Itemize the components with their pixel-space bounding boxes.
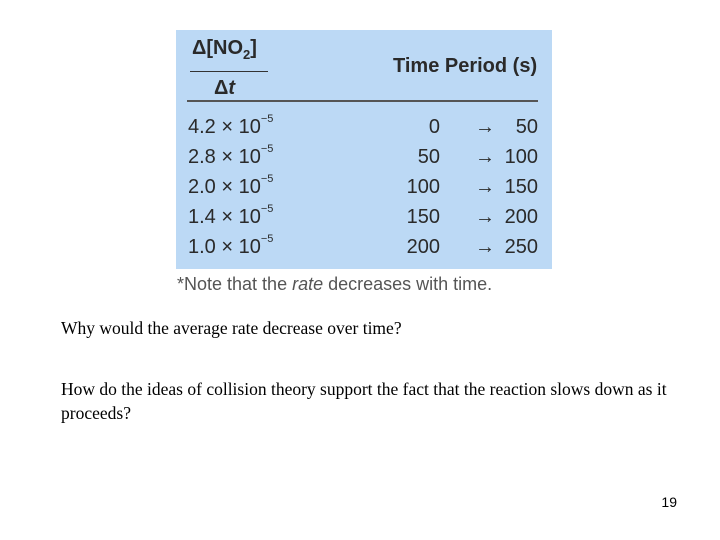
- arrow-icon: →: [475, 176, 495, 198]
- rate-mantissa: 2.8 × 10: [188, 146, 261, 168]
- arrow-icon: →: [475, 146, 495, 168]
- rate-exponent: −5: [260, 203, 274, 216]
- time-end: 250: [504, 236, 538, 258]
- time-start: 150: [406, 206, 440, 228]
- question-1: Why would the average rate decrease over time?: [61, 318, 402, 338]
- time-start: 200: [406, 236, 440, 258]
- note-suffix: decreases with time.: [323, 274, 493, 294]
- time-end: 50: [515, 116, 538, 138]
- table-row: [188, 233, 538, 266]
- rate-header-numerator: [190, 36, 272, 67]
- rate-header: [190, 36, 272, 100]
- time-variable: t: [228, 77, 236, 99]
- time-start: 50: [417, 146, 440, 168]
- table-row: [188, 173, 538, 206]
- rate-exponent: −5: [260, 113, 274, 126]
- note-prefix: *Note that the: [177, 274, 293, 294]
- rate-mantissa: 2.0 × 10: [188, 176, 261, 198]
- table-note: [177, 274, 492, 295]
- rate-value: [188, 173, 274, 199]
- rate-header-denominator: [190, 76, 272, 100]
- arrow-icon: →: [475, 116, 495, 138]
- rate-exponent: −5: [260, 173, 274, 186]
- question-2: How do the ideas of collision theory support the fact that the reaction slows down as it proceeds?: [61, 379, 667, 423]
- time-end: 150: [504, 176, 538, 198]
- rate-value: [188, 233, 274, 259]
- table-row: [188, 203, 538, 236]
- rate-value: [188, 113, 274, 139]
- delta-symbol: Δ: [192, 37, 207, 59]
- time-end: 100: [504, 146, 538, 168]
- note-italic: rate: [292, 274, 324, 294]
- arrow-icon: →: [475, 236, 495, 258]
- subscript: 2: [243, 47, 251, 62]
- rate-mantissa: 1.4 × 10: [188, 206, 261, 228]
- rate-mantissa: 1.0 × 10: [188, 236, 261, 258]
- rate-exponent: −5: [260, 143, 274, 156]
- rate-mantissa: 4.2 × 10: [188, 116, 261, 138]
- rate-table: [176, 30, 552, 269]
- rate-value: [188, 203, 274, 229]
- time-start: 0: [428, 116, 440, 138]
- table-row: [188, 113, 538, 146]
- delta-symbol: Δ: [214, 77, 229, 99]
- arrow-icon: →: [475, 206, 495, 228]
- bracket-close: ]: [250, 37, 257, 59]
- table-rows: [188, 113, 538, 266]
- species-label: [NO: [206, 37, 244, 59]
- time-period-header: Time Period (s): [393, 55, 538, 77]
- page-number: 19: [661, 494, 677, 510]
- header-rule: [187, 100, 538, 102]
- fraction-bar: [190, 71, 268, 72]
- rate-exponent: −5: [260, 233, 274, 246]
- table-row: [188, 143, 538, 176]
- time-end: 200: [504, 206, 538, 228]
- rate-value: [188, 143, 274, 169]
- time-start: 100: [406, 176, 440, 198]
